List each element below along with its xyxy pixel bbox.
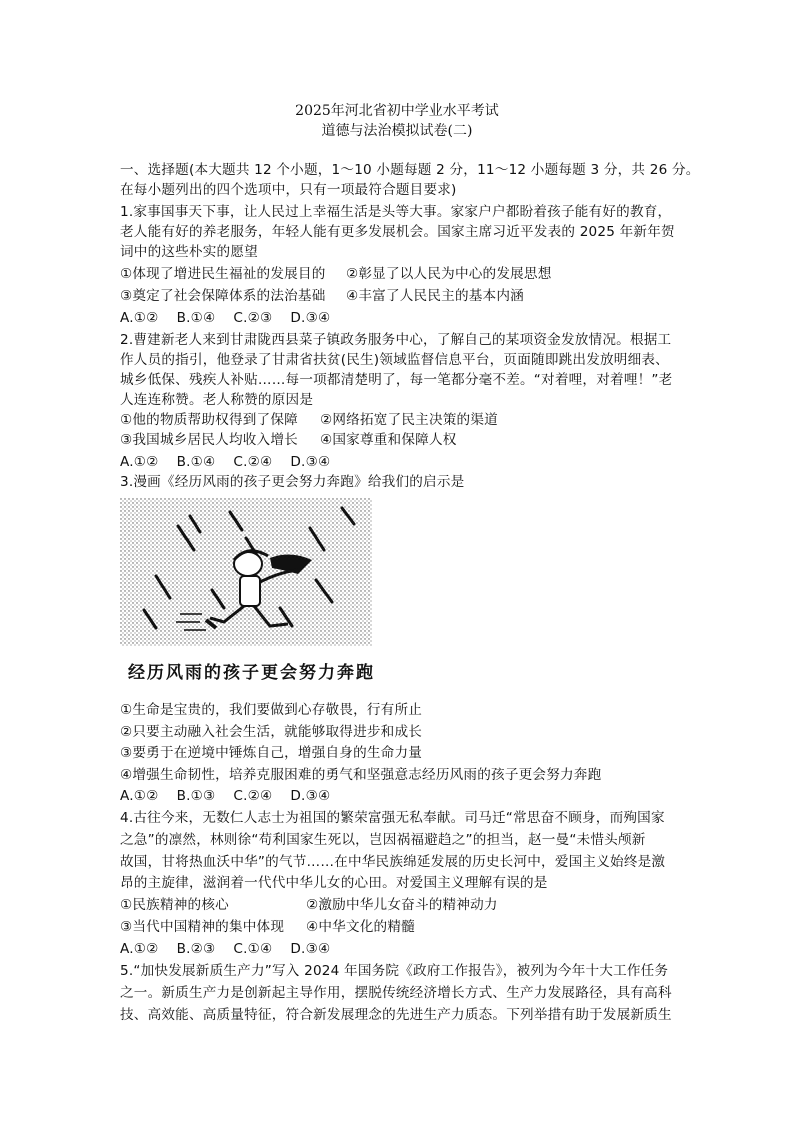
q3-stem: 3.漫画《经历风雨的孩子更会努力奔跑》给我们的启示是 xyxy=(120,474,465,490)
paper-title: 道德与法治模拟试卷(二) xyxy=(321,123,473,139)
q2-answer-a: A.①② xyxy=(120,454,159,470)
q3-option-2: ②只要主动融入社会生活，就能够取得进步和成长 xyxy=(120,724,423,740)
q5-stem-line2: 之一。新质生产力是创新起主导作用，摆脱传统经济增长方式、生产力发展路径，具有高科 xyxy=(120,985,672,1001)
q4-option-1: ①民族精神的核心 xyxy=(120,897,229,913)
q3-answer-c: C.②④ xyxy=(233,788,273,804)
q2-options-row1 xyxy=(120,410,720,430)
q2-option-4: ④国家尊重和保障人权 xyxy=(320,432,457,448)
q2-answer-c: C.②④ xyxy=(233,454,273,470)
q2-option-3: ③我国城乡居民人均收入增长 xyxy=(120,432,298,448)
q1-answer-b: B.①④ xyxy=(176,310,216,326)
q4-stem-line3: 故国，甘将热血沃中华”的气节……在中华民族绵延发展的历史长河中，爱国主义始终是激 xyxy=(120,854,666,870)
cartoon-running-in-rain xyxy=(120,498,372,646)
q2-stem-line2: 作人员的指引，他登录了甘肃省扶贫(民生)领域监督信息平台，页面随即跳出发放明细表、 xyxy=(120,352,669,368)
section-heading-line1: 一、选择题(本大题共 12 个小题，1～10 小题每题 2 分，11～12 小题每题 3 分，共 26 分。 xyxy=(120,162,700,178)
q5-stem-line3: 技、高效能、高质量特征，符合新发展理念的先进生产力质态。下列举措有助于发展新质生 xyxy=(120,1007,672,1023)
q4-option-2: ②激励中华儿女奋斗的精神动力 xyxy=(306,897,498,913)
q4-stem-line2: 之急”的凛然，林则徐“苟利国家生死以，岂因祸福避趋之”的担当，赵一曼“未惜头颅新 xyxy=(120,832,646,848)
q1-option-1: ①体现了增进民生福祉的发展目的 xyxy=(120,266,326,282)
q4-stem-line4: 昂的主旋律，滋润着一代代中华儿女的心田。对爱国主义理解有误的是 xyxy=(120,875,548,891)
q3-option-3: ③要勇于在逆境中锤炼自己，增强自身的生命力量 xyxy=(120,745,423,761)
q3-answer-a: A.①② xyxy=(120,788,159,804)
q3-answers xyxy=(120,786,720,806)
q2-answer-d: D.③④ xyxy=(290,454,331,470)
q4-option-4: ④中华文化的精髓 xyxy=(306,919,415,935)
q4-options-row1 xyxy=(120,895,720,915)
q4-option-3: ③当代中国精神的集中体现 xyxy=(120,919,285,935)
q1-answer-c: C.②③ xyxy=(233,310,273,326)
q3-answer-d: D.③④ xyxy=(290,788,331,804)
q2-answers xyxy=(120,452,720,472)
q3-option-1: ①生命是宝贵的，我们要做到心存敬畏，行有所止 xyxy=(120,702,423,718)
q2-options-row2 xyxy=(120,430,720,450)
q1-options-row2 xyxy=(120,286,720,306)
q2-stem-line4: 人连连称赞。老人称赞的原因是 xyxy=(120,392,314,408)
q2-option-1: ①他的物质帮助权得到了保障 xyxy=(120,412,298,428)
q1-answer-a: A.①② xyxy=(120,310,159,326)
q4-stem-line1: 4.古往今来，无数仁人志士为祖国的繁荣富强无私奉献。司马迁“常思奋不顾身，而殉国家 xyxy=(120,810,665,826)
exam-title: 2025年河北省初中学业水平考试 xyxy=(295,103,499,119)
q1-stem-line2: 老人能有好的养老服务，年轻人能有更多发展机会。国家主席习近平发表的 2025 年新年贺 xyxy=(120,224,675,240)
q1-option-2: ②彰显了以人民为中心的发展思想 xyxy=(346,266,552,282)
q3-option-4: ④增强生命韧性，培养克服困难的勇气和坚强意志经历风雨的孩子更会努力奔跑 xyxy=(120,767,602,783)
cartoon-caption: 经历风雨的孩子更会努力奔跑 xyxy=(128,663,375,683)
q5-stem-line1: 5.“加快发展新质生产力”写入 2024 年国务院《政府工作报告》，被列为今年十大工作任务 xyxy=(120,963,669,979)
q4-answer-a: A.①② xyxy=(120,941,159,957)
q2-option-2: ②网络拓宽了民主决策的渠道 xyxy=(320,412,498,428)
q4-answer-c: C.①④ xyxy=(233,941,273,957)
q2-stem-line3: 城乡低保、残疾人补贴……每一项都清楚明了，每一笔都分毫不差。“对着哩，对着哩！”老 xyxy=(120,372,673,388)
q4-answer-d: D.③④ xyxy=(290,941,331,957)
q1-option-4: ④丰富了人民民主的基本内涵 xyxy=(346,288,524,304)
q1-option-3: ③奠定了社会保障体系的法治基础 xyxy=(120,288,326,304)
q1-options-row1 xyxy=(120,264,720,284)
q1-answer-d: D.③④ xyxy=(290,310,331,326)
q4-options-row2 xyxy=(120,917,720,937)
q2-stem-line1: 2.曹建新老人来到甘肃陇西县菜子镇政务服务中心，了解自己的某项资金发放情况。根据工 xyxy=(120,332,672,348)
section-heading-line2: 在每小题列出的四个选项中，只有一项最符合题目要求) xyxy=(120,182,457,198)
q4-answer-b: B.②③ xyxy=(176,941,216,957)
q2-answer-b: B.①④ xyxy=(176,454,216,470)
q4-answers xyxy=(120,939,720,959)
q1-stem-line1: 1.家事国事天下事，让人民过上幸福生活是头等大事。家家户户都盼着孩子能有好的教育， xyxy=(120,204,672,220)
q3-answer-b: B.①③ xyxy=(176,788,216,804)
q1-stem-line3: 词中的这些朴实的愿望 xyxy=(120,244,258,260)
q1-answers xyxy=(120,308,720,328)
